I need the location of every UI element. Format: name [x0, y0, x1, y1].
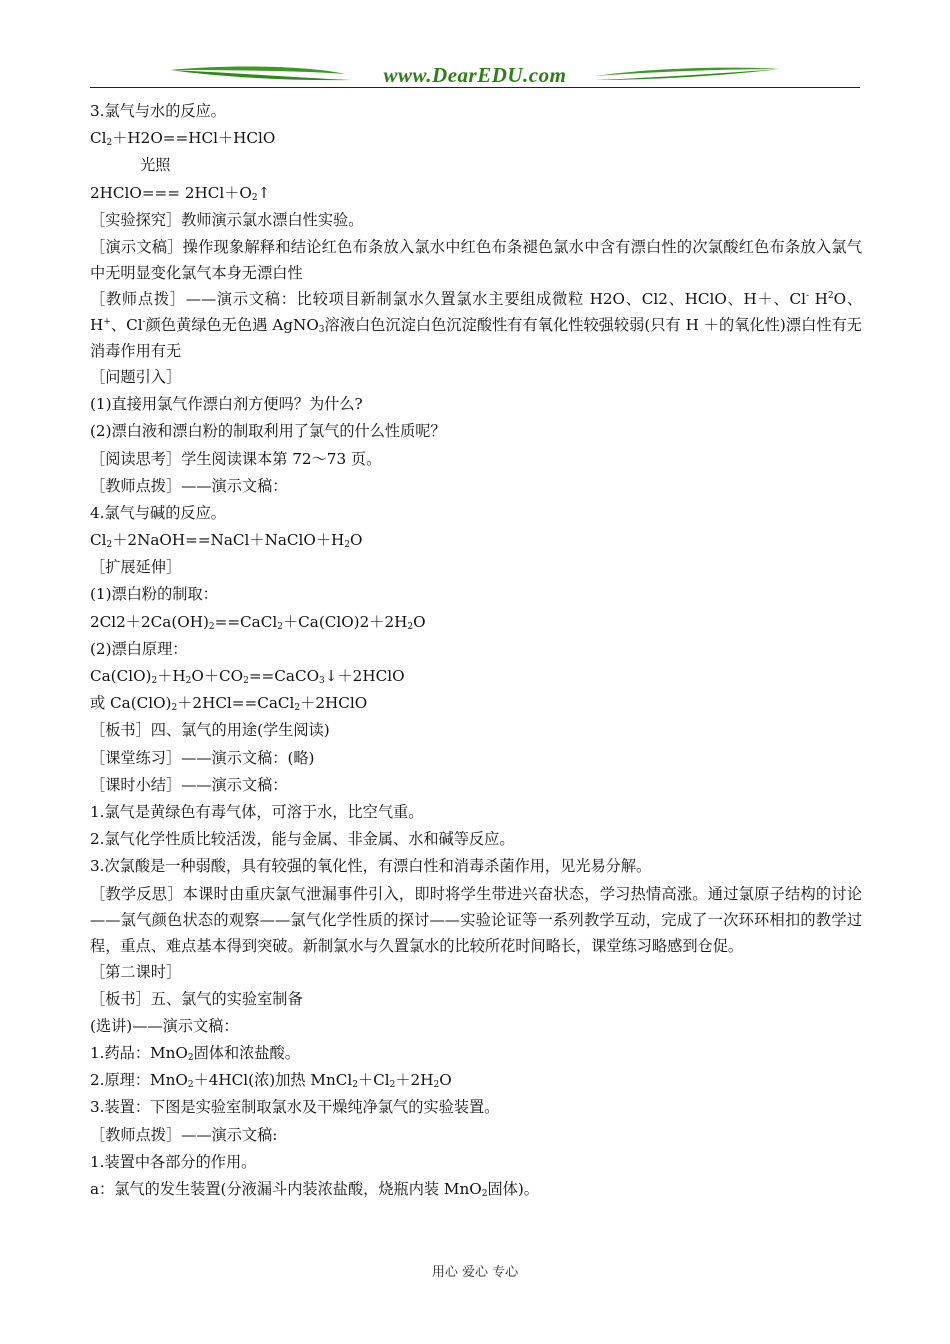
equation: $Cl_2+H2O==HCl+HClO$: [90, 129, 276, 149]
text-line: ［教师点拨］——演示文稿:: [90, 1125, 278, 1144]
text-line: ［课堂练习］——演示文稿：(略): [90, 748, 315, 767]
header-divider: [90, 87, 860, 88]
text-line: 3.装置：下图是实验室制取氯水及干燥纯净氯气的实验装置。: [90, 1098, 500, 1117]
reaction-condition: 光照: [140, 156, 171, 175]
paragraph: ［教师点拨］——演示文稿：比较项目新制氯水久置氯水主要组成微粒 H2O、Cl2、HClO、H＋、Cl- $H^2O$、H+、Cl-颜色黄绿色无色遇 AgNO$_3$溶液白色沉淀白色沉淀酸性有有氧化性较强较弱(只有 H ＋的氧化性)漂白性有无消毒作用有无: [90, 289, 863, 360]
text-line: ［阅读思考］学生阅读课本第 72～73 页。: [90, 449, 382, 468]
equation: $Ca(ClO)_2+H_2O+CO_2==CaCO_3↓+2HClO$: [90, 667, 405, 686]
text-line: 1.装置中各部分的作用。: [90, 1152, 257, 1171]
text-line: ［第二课时］: [90, 962, 182, 981]
text-line: 3.次氯酸是一种弱酸，具有较强的氧化性，有漂白性和消毒杀菌作用，见光易分解。: [90, 857, 652, 876]
text-line: ［课时小结］——演示文稿：: [90, 775, 288, 794]
text-line: a：氯气的发生装置(分液漏斗内装浓盐酸，烧瓶内装 MnO$_2$固体)。: [90, 1180, 539, 1199]
equation: $Cl_2+2NaOH==NaCl+NaClO+H_2O$: [90, 531, 363, 551]
text-line: ［板书］四、氯气的用途(学生阅读): [90, 721, 330, 740]
page-footer: 用心 爱心 专心: [431, 1265, 519, 1280]
equation: 2HClO=== $2HCl+O_2↑$: [90, 183, 271, 203]
text-line: ［扩展延伸］: [90, 558, 182, 577]
equation: $2Cl2+2Ca(OH)_2==CaCl_2+Ca(ClO)2+2H_2O$: [90, 612, 426, 632]
document-body: [90, 98, 862, 1203]
text-line: (1)直接用氯气作漂白剂方便吗？为什么?: [90, 395, 363, 414]
equation: 2.原理：MnO$_2$＋4HCl(浓)加热 $MnCl_2+Cl_2+2H_2O$: [90, 1071, 452, 1091]
text-line: (2)漂白原理：: [90, 639, 188, 658]
text-line: ［板书］五、氯气的实验室制备: [90, 989, 303, 1008]
text-line: 1.氯气是黄绿色有毒气体，可溶于水，比空气重。: [90, 802, 424, 821]
text-line: (1)漂白粉的制取：: [90, 585, 218, 604]
text-line: ［教师点拨］——演示文稿：: [90, 476, 288, 495]
paragraph: ［教学反思］本课时由重庆氯气泄漏事件引入，即时将学生带进兴奋状态，学习热情高涨。通过氯原子结构的讨论——氯气颜色状态的观察——氯气化学性质的探讨——实验论证等一系列教学互动，完成了一次环环相扣的教学过程，重点、难点基本得到突破。新制氯水与久置氯水的比较所花时间略长，课堂练习略感到仓促。: [90, 884, 862, 955]
paragraph: ［演示文稿］操作现象解释和结论红色布条放入氯水中红色布条褪色氯水中含有漂白性的次氯酸红色布条放入氯气中无明显变化氯气本身无漂白性: [90, 237, 862, 282]
site-url[interactable]: www.DearEDU.com: [383, 63, 567, 87]
section-heading: 3.氯气与水的反应。: [90, 102, 226, 120]
page-header: [90, 58, 860, 90]
text-line: 2.氯气化学性质比较活泼，能与金属、非金属、水和碱等反应。: [90, 830, 515, 849]
section-heading: 4.氯气与碱的反应。: [90, 503, 226, 522]
text-line: ［问题引入］: [90, 367, 182, 386]
text-line: (2)漂白液和漂白粉的制取利用了氯气的什么性质呢？: [90, 422, 446, 441]
text-line: ［实验探究］教师演示氯水漂白性实验。: [90, 210, 364, 229]
text-line: 1.药品：MnO$_2$固体和浓盐酸。: [90, 1044, 300, 1064]
text-line: (选讲)——演示文稿：: [90, 1016, 239, 1035]
equation: 或 $Ca(ClO)_2+2HCl==CaCl_2+2HClO$: [90, 694, 368, 714]
